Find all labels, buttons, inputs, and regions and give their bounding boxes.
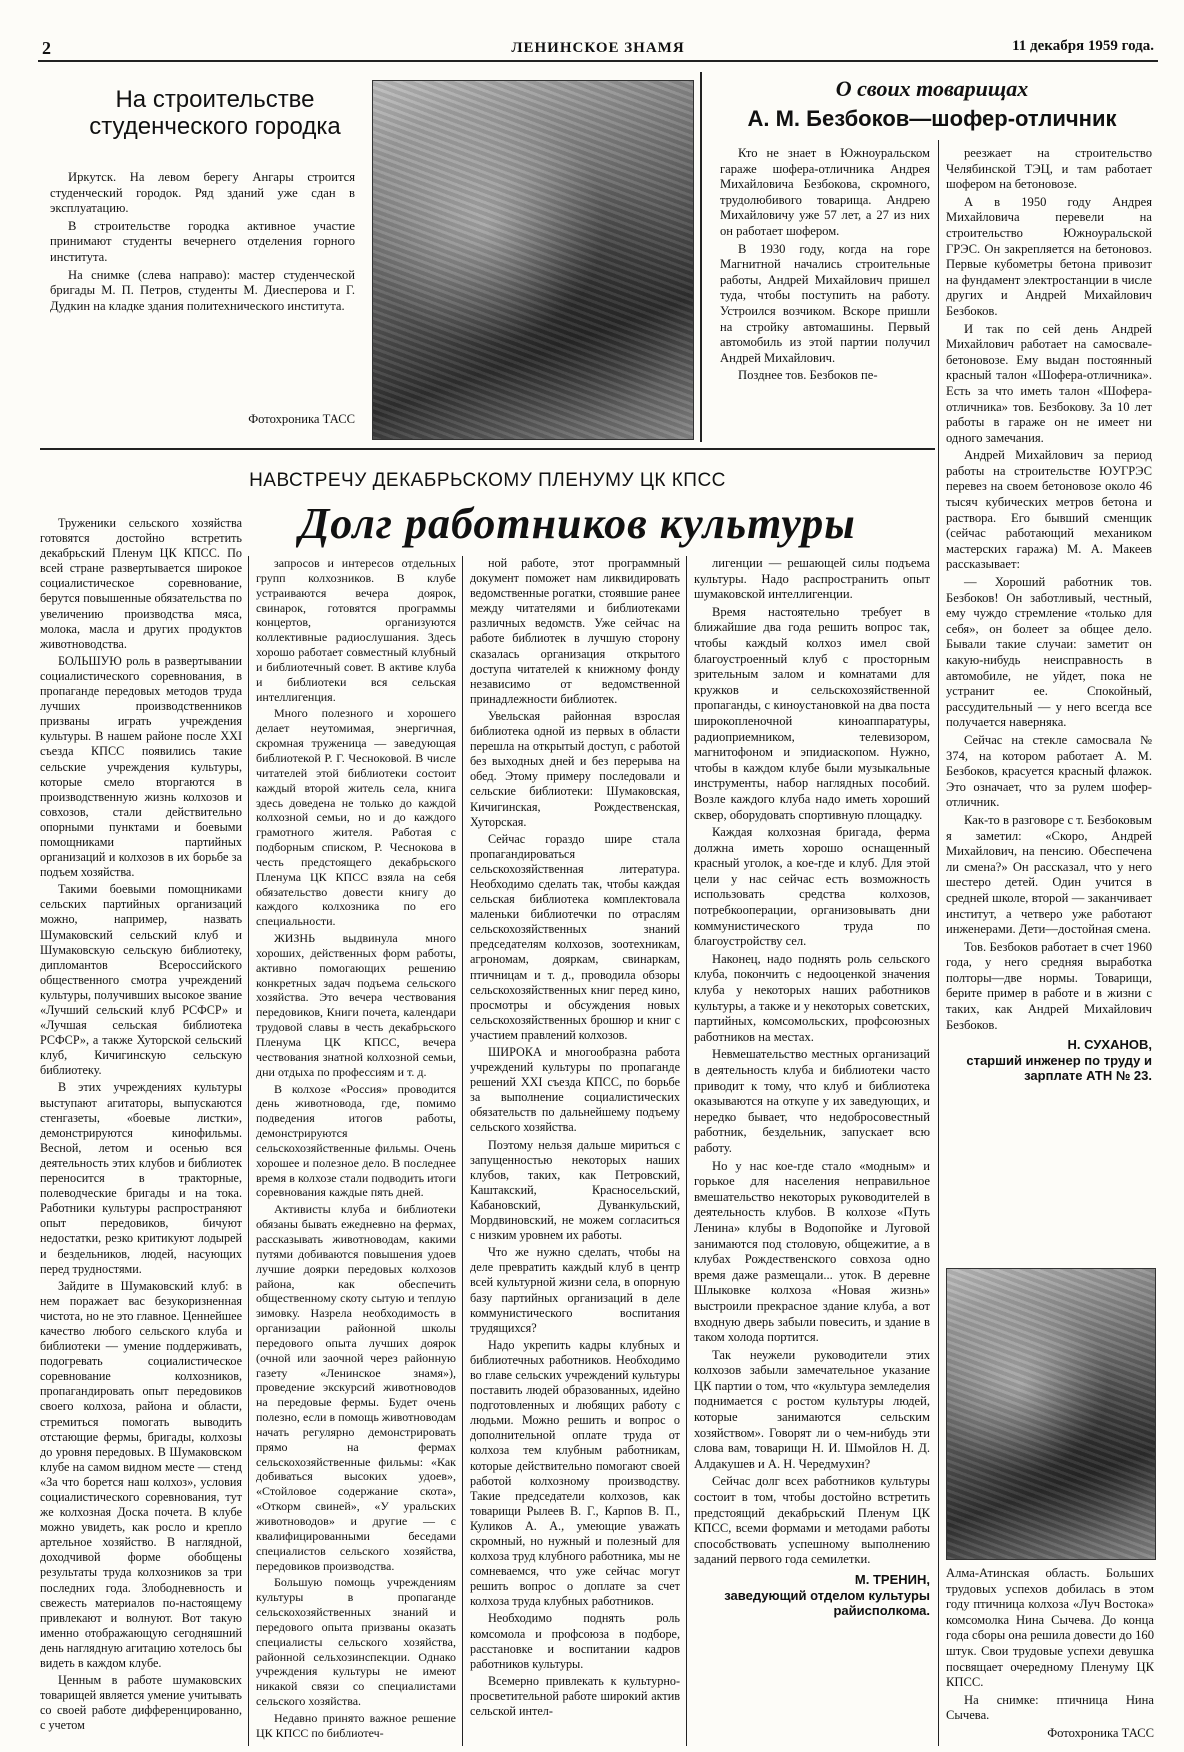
paragraph: Ценным в работе шумаковских товарищей является умение учитывать со своей работе дифференцированно, с учетом — [40, 1673, 242, 1733]
paragraph: Но у нас кое-где стало «модным» и горькое для населения неправильное вмешательство некоторых руководителей в деятельность клубов. В колхозе «Путь Ленина» клубы в Водопойке и Луговой занимаются под столовую, общежитие, а в клубах Рождественского совхоза одно время даже размещали... уток. В деревне Шлыковке колхоза «Новая жизнь» выстроили прекрасное здание клуба, а вот входную дверь забыли повесить, и здание в таком холода портится. — [694, 1158, 930, 1345]
bezbokov-col2 — [946, 146, 1152, 1084]
paragraph: Позднее тов. Безбоков пе- — [738, 368, 878, 383]
paragraph: Сейчас гораздо шире стала пропагандироваться сельскохозяйственная литература. Необходимо сделать так, чтобы каждая сельская библиотека комплектовала маленьки библиотечки по отраслям сельскохозяйственных знаний председателям колхозов, зоотехникам, агрономам, дояркам, свинаркам, птичницам и т. д., проводила обзоры сельскохозяйственных книг перед кино, просмотры и обсуждения новых сельскохозяйственных брошюр и книг с участием правлений колхозов. — [470, 831, 680, 1042]
student-town-title: На строительстве студенческого городка — [89, 86, 341, 140]
culture-col4 — [694, 556, 930, 1619]
paragraph: Иркутск. На левом берегу Ангары строится студенческий городок. Ряд зданий уже сдан в эксплуатацию. — [50, 170, 355, 216]
paragraph: И так по сей день Андрей Михайлович работает на самосвале-бетоновозе. Ему выдан постоянный красный талон «Шофера-отличника». Есть за что иметь талон «Шофера-отличника» тов. Безбокову. За 10 лет работы в гараже он не имеет ни одного замечания. — [946, 321, 1152, 445]
author-title: старший инженер по труду и зарплате АТН № 23. — [966, 1052, 1152, 1084]
page-number: 2 — [42, 38, 51, 58]
column-rule — [938, 1210, 939, 1746]
paragraph: Необходимо поднять роль комсомола и профсоюза в подборе, расстановке и воспитании кадров работников культуры. — [470, 1611, 680, 1671]
column-rule — [700, 72, 702, 442]
paragraph: Сейчас на стекле самосвала № 374, на котором работает А. М. Безбоков, красуется красный флажок. Это означает, что за рулем шофер-отличник. — [946, 732, 1152, 810]
paragraph: Надо укрепить кадры клубных и библиотечных работников. Необходимо во главе сельских учреждений культуры поставить людей образованных, идейно подготовленных и любящих работу с людьми. Можно решить и вопрос о дополнительной оплате труда от колхоза тем клубным работникам, которые действительно помогают своей работой колхозному производству. Такие председатели колхозов, как товарищи Рылеев В. Г., Карпов В. П., Куликов А. А., умеющие уважать скромный, но нужный и полезный для колхоза труд клубного работника, мы не сомневаемся, что уже сейчас могут решить вопрос о доплате за счет колхоза труда клубных работников. — [470, 1337, 680, 1609]
culture-col1 — [40, 516, 242, 1736]
poultry-photo — [946, 1268, 1156, 1560]
banner: НАВСТРЕЧУ ДЕКАБРЬСКОМУ ПЛЕНУМУ ЦК КПСС — [249, 470, 726, 491]
culture-col2 — [256, 556, 456, 1743]
alma-ata-caption — [946, 1566, 1154, 1742]
paragraph: На снимке (слева направо): мастер студенческой бригады М. П. Петров, студенты М. Диесперова и Г. Дудкин на кладке здания политехнического института. — [50, 267, 355, 313]
paragraph: лигенции — решающей силы подъема культуры. Надо распространить опыт шумаковской интеллигенции. — [694, 556, 930, 602]
column-rule — [462, 556, 463, 1746]
construction-photo — [372, 80, 694, 440]
paragraph: Тов. Безбоков работает в счет 1960 года, у него средняя выработка полторы—две нормы. Товарищи, берите пример в работе и в жизни с таких, как Андрей Михайлович Безбоков. — [946, 939, 1152, 1032]
paragraph: Андрей Михайлович за период работы на строительстве ЮУГРЭС перевез на своем бетоновозе около 46 тысяч кубических метров бетона и раствора. Его бывший сменщик (сейчас работающий механиком мастерских гаража) М. А. Макеев рассказывает: — [946, 448, 1152, 572]
paragraph: Поэтому нельзя дальше мириться с запущенностью некоторых наших клубов, таких, как Петровский, Каштакский, Красносельский, Кабановский, Дуванкульский, Мордвиновский, не можем согласиться с низким уровнем их работы. — [470, 1137, 680, 1243]
paragraph: Так неужели руководители этих колхозов забыли замечательное указание ЦК партии о том, что «культура земледелия поднимается с ростом культуры людей, которые занимаются сельским хозяйством». Говорят ли о чем-нибудь эти слова вам, товарищи Н. И. Шмойлов Н. Д. Алдакушев и А. Н. Чередмухин? — [694, 1347, 930, 1471]
newspaper-name: ЛЕНИНСКОЕ ЗНАМЯ — [511, 40, 685, 56]
paragraph: Сейчас долг всех работников культуры состоит в том, чтобы достойно встретить предстоящий декабрьский Пленум ЦК КПСС, всеми формами и методами работы способствовать успешному выполнению заданий первого года семилетки. — [694, 1474, 930, 1567]
caption: Алма-Атинская область. Больших трудовых успехов добилась в этом году птичница колхоза «Луч Востока» комсомолка Нина Сычева. До конца года сборы она решила довести до 160 штук. Свои трудовые успехи девушка посвящает очередному Пленуму ЦК КПСС. — [946, 1566, 1154, 1690]
paragraph: В этих учреждениях культуры выступают агитаторы, выпускаются стенгазеты, «боевые листки», демонстрируются кинофильмы. Весной, летом и осенью вся деятельность этих клубов и библиотек переносится в тракторные, полеводческие бригады и на тока. Работники культуры распространяют опыт передовиков, бичуют недостатки, резко критикуют лодырей и бездельников, людей, насующих перед трудностями. — [40, 1080, 242, 1276]
photo-credit: Фотохроника ТАСС — [1047, 1725, 1154, 1740]
paragraph: Много полезного и хорошего делает неутомимая, энергичная, скромная труженица — заведующая библиотекой Р. Г. Чесноковой. В числе читателей этой библиотеки состоит каждый второй житель села, книга здесь доведена не только до каждой колхозной семьи, но и до каждого грамотного жителя. Работая с подборным списком, Р. Чеснокова в честь предстоящего декабрьского Пленума ЦК КПСС взяла на себя обязательство довести книгу до каждого колхозника по его специальности. — [256, 706, 456, 929]
lead-paragraph: Труженики сельского хозяйства готовятся достойно встретить декабрьский Пленум ЦК КПСС. По всей стране развертывается широкое социалистическое соревнование, берутся повышенные обязательства по увеличению производства мяса, молока, масла и других продуктов животноводства. — [40, 516, 242, 651]
masthead — [38, 36, 1158, 62]
paragraph: Недавно принято важное решение ЦК КПСС по библиотеч- — [256, 1710, 456, 1740]
section-rule — [40, 448, 935, 450]
paragraph: ЖИЗНЬ выдвинула много хороших, действенных форм работы, активно помогающих решению конкретных задач подъема сельского хозяйства. Это вечера чествования передовиков, Книги почета, календари трудовой славы в честь декабрьского Пленума ЦК КПСС, вечера чествования знатной колхозной семьи, дни отдыха по профессиям и т. д. — [256, 931, 456, 1079]
column-rule — [686, 556, 687, 1746]
paragraph: Как-то в разговоре с т. Безбоковым я заметил: «Скоро, Андрей Михайлович, на пенсию. Обеспечена ли смена?» Он рассказал, что у него шестеро детей. Один учится в средней школе, второй — заканчивает институт, а четверо уже работают инженерами. Дети—достойная смена. — [946, 812, 1152, 937]
paragraph: — Хороший работник тов. Безбоков! Он заботливый, честный, ему чуждо стремление «только для себя», он болеет за общее дело. Бывали такие случаи: заметит он какую-нибудь неисправность в автомобиле, не уйдет, пока не устранит ее. Спокойный, рассудительный — у него всегда все получается наверняка. — [946, 575, 1152, 730]
paragraph: Всемерно привлекать к культурно-просветительной работе широкий актив сельской интел- — [470, 1673, 680, 1719]
column-rule — [248, 556, 249, 1746]
bezbokov-title: А. М. Безбоков—шофер-отличник — [747, 106, 1117, 131]
author-title: заведующий отделом культуры райисполкома. — [724, 1587, 930, 1619]
paragraph: Кто не знает в Южноуральском гараже шофера-отличника Андрея Михайловича Безбокова, скромного, трудолюбивого товарища. Андрею Михайловичу уже 57 лет, а 27 из них он работает шофером. — [720, 146, 930, 238]
author-name: Н. СУХАНОВ, — [1067, 1037, 1152, 1053]
bezbokov-col1 — [720, 146, 930, 386]
paragraph: реезжает на строительство Челябинской ТЭЦ, и там работает шофером на бетоновозе. — [946, 146, 1152, 192]
paragraph: Невмешательство местных организаций в деятельность клуба и библиотеки часто приводит к тому, что клуб и библиотека оказываются на откупе у их заведующих, и нередко бывает, что недобросовестный работник, бездельник, запускает всю работу. — [694, 1047, 930, 1155]
paragraph: Что же нужно сделать, чтобы на деле превратить каждый клуб в центр всей культурной жизни села, в опорную базу партийных организаций в деле коммунистического воспитания трудящихся? — [470, 1245, 680, 1335]
paragraph: Время настоятельно требует в ближайшие два года решить вопрос так, чтобы каждый колхоз имел свой благоустроенный клуб с просторным зрительным залом и комнатами для кружков и сельскохозяйственной пропаганды, с киноустановкой на два поста широкопленочной киноаппаратуры, радиоприемником, телевизором, магнитофоном и эпидиаскопом. Нужно, чтобы в каждом клубе были музыкальные инструменты, набор наглядных пособий. Возле каждого клуба надо иметь хороший сквер, оборудовать спортивную площадку. — [694, 604, 930, 822]
paragraph: Наконец, надо поднять роль сельского клуба, покончить с недооценкой значения клуба у некоторых наших работников культуры, а также и у некоторых советских, партийных, комсомольских, профсоюзных работников на местах. — [694, 951, 930, 1044]
author-name: М. ТРЕНИН, — [854, 1572, 930, 1587]
paragraph: Увельская районная взрослая библиотека одной из первых в области перешла на открытый доступ, с работой без выходных дней и без перерыва на обед. Этому примеру последовали и сельские библиотеки: Шумаковская, Кичигинская, Рождественская, Хуторская. — [470, 708, 680, 829]
paragraph: Такими боевыми помощниками сельских партийных организаций можно, например, назвать Шумаковский сельский клуб и Шумаковскую сельскую библиотеку, дипломантов Всероссийского общественного смотра учреждений культуры, получивших высокое звание «Лучший сельский клуб РСФСР» и «Лучшая сельская библиотека РСФСР», а также Хуторской сельский клуб, Кичигинскую сельскую библиотеку. — [40, 882, 242, 1078]
paragraph: В строительстве городка активное участие принимают студенты вечернего отделения горного института. — [50, 218, 355, 264]
kicker: О своих товарищах — [835, 76, 1029, 101]
paragraph: А в 1950 году Андрея Михайловича перевели на строительство Южноуральской ГРЭС. Он закрепляется на бетоновоз. Первые кубометры бетона привозит на фундамент электростанции в числе других и Андрей Михайлович Безбоков. — [946, 194, 1152, 318]
paragraph: ной работе, этот программный документ поможет нам ликвидировать ведомственные рогатки, стоявшие ранее между читателями и библиотеками различных ведомств. Уже сейчас на работе библиотек в лучшую сторону сказалась организация открытого доступа читателей к книжному фонду независимо от ведомственной принадлежности библиотек. — [470, 556, 680, 706]
paragraph: Каждая колхозная бригада, ферма должна иметь хорошо оснащенный красный уголок, а кое-где и клуб. Для этой цели у нас сейчас есть возможность использовать средства колхозов, потребкооперации, организовывать дни коммунистического труда по благоустройству сел. — [694, 825, 930, 949]
column-rule — [938, 140, 939, 1210]
photo-note: На снимке: птичница Нина Сычева. — [946, 1692, 1154, 1723]
photo-credit: Фотохроника ТАСС — [248, 412, 355, 426]
culture-col3 — [470, 556, 680, 1721]
issue-date: 11 декабря 1959 года. — [1012, 38, 1154, 54]
paragraph: БОЛЬШУЮ роль в развертывании социалистического соревнования, в пропаганде передовых методов труда лучших производственников призваны играть учреждения культуры. В нашем районе после XXI съезда КПСС появились такие сельские учреждения культуры, которые смело вторгаются в производственную жизнь колхозов и совхозов, стали действительно опорными пунктами и боевыми помощниками партийных организаций и колхозов в их борьбе за подъем хозяйства. — [40, 653, 242, 880]
student-town-text — [50, 170, 355, 316]
culture-title: Долг работников культуры — [299, 499, 856, 548]
paragraph: В 1930 году, когда на горе Магнитной начались строительные работы, Андрей Михайлович пришел туда, чтобы поступить на работу. Устроился возчиком. Вскоре пришли на стройку автомашины. Первый автомобиль из этой партии получил Андрей Михайлович. — [720, 241, 930, 365]
paragraph: Активисты клуба и библиотеки обязаны бывать ежедневно на фермах, рассказывать животноводам, какими путями добиваются повышения удоев лучшие доярки передовых колхозов района, как обеспечить общественному скоту сытую и теплую зимовку. Назрела необходимость в организации районной школы передового опыта лучших доярок (очной или заочной через районную газету «Ленинское знамя»), проведение экскурсий животноводов на передовые фермы. Будет очень полезно, если в помощь животноводам начать регулярно демонстрировать прямо на фермах сельскохозяйственные фильмы: «Как добиваться высоких удоев», «Стойловое содержание скота», «Откорм свиней», «У уральских животноводов» и другие — с квалифицированными беседами специалистов сельского хозяйства, передовиков производства. — [256, 1202, 456, 1573]
paragraph: Большую помощь учреждениям культуры в пропаганде сельскохозяйственных знаний и передового опыта призваны оказать специалисты сельского хозяйства, районной сельхозинспекции. Однако учреждения культуры не имеют никакой связи со специалистами сельского хозяйства. — [256, 1575, 456, 1709]
paragraph: ШИРОКА и многообразна работа учреждений культуры по пропаганде решений XXI съезда КПСС, по борьбе за выполнение социалистических обязательств по дальнейшему подъему сельского хозяйства. — [470, 1045, 680, 1135]
paragraph: В колхозе «Россия» проводится день животновода, где, помимо подведения итогов работы, демонстрируются сельскохозяйственные фильмы. Очень хорошее и полезное дело. В последнее время в колхозе стали подводить итоги соревнования каждые пять дней. — [256, 1081, 456, 1200]
paragraph: запросов и интересов отдельных групп колхозников. В клубе устраиваются вечера доярок, свинарок, готовятся программы концертов, организуются коллективные радиослушания. Здесь хорошо работает совместный клубный и библиотечный совет. В активе клуба и библиотеки вся сельская интеллигенция. — [256, 556, 456, 704]
paragraph: Зайдите в Шумаковский клуб: в нем поражает вас безукоризненная чистота, но не это главное. Ценнейшее качество любого сельского клуба и библиотеки — умение поддерживать, подогревать социалистическое соревнование колхозников, пропагандировать опыт передовиков своего колхоза, района и области, стремиться помогать выводить отстающие фермы, бригады, колхозы до уровня передовых. В Шумаковском клубе на самом видном месте — стенд «За что борется наш колхоз», условия социалистического соревнования, тут же колхозная Доска почета. В клубе можно увидеть, как росло и крепло артельное хозяйство. В наглядной, доходчивой форме обобщены результаты труда колхозников за три последних года. Злободневность и свежесть материалов по-настоящему привлекают и волнуют. Вот такую именно отображающую сегодняшний день наглядную агитацию хотелось бы видеть в каждом клубе. — [40, 1278, 242, 1671]
